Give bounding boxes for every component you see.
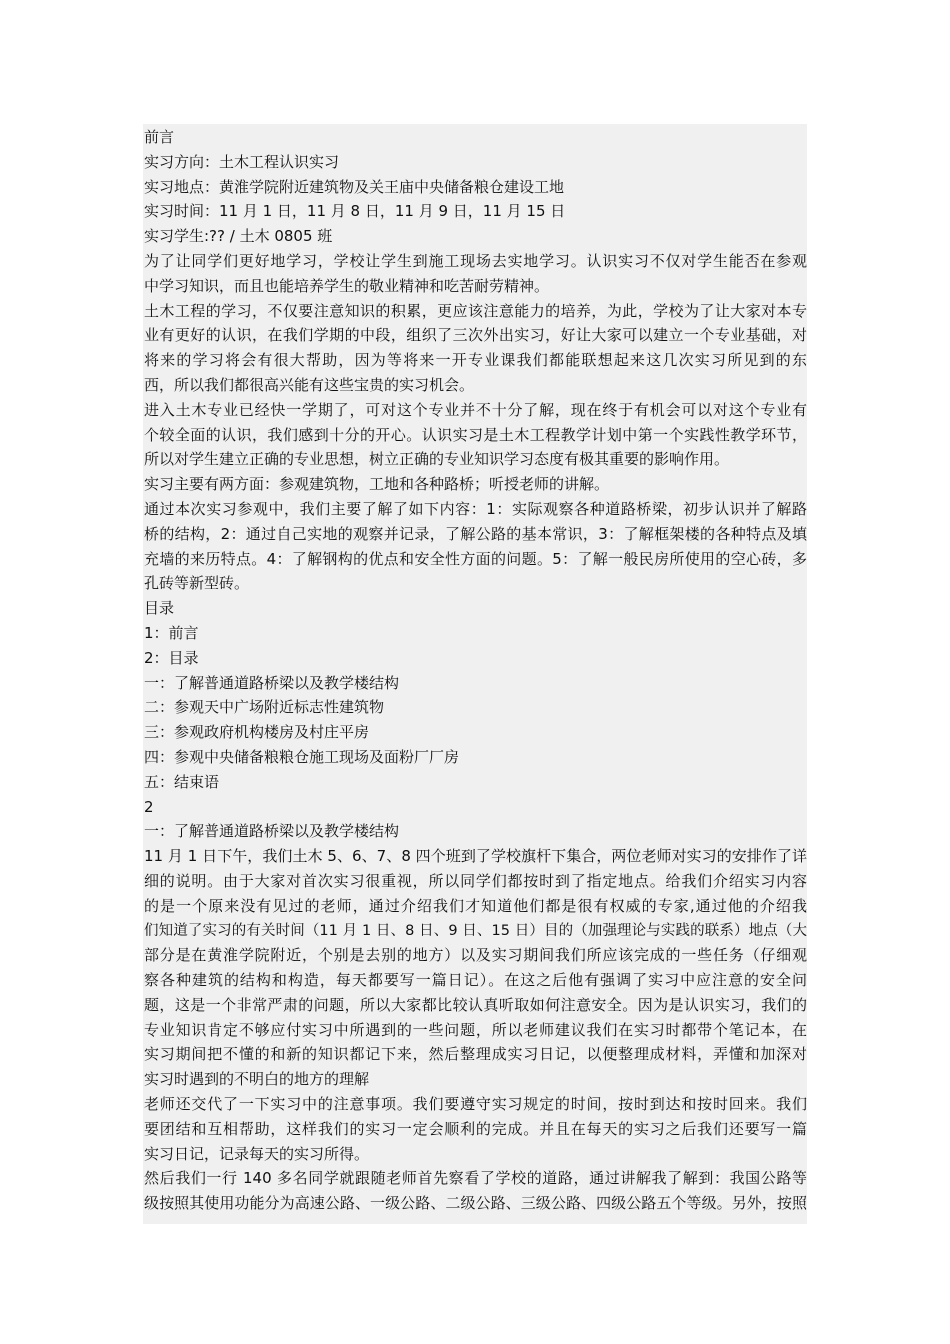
text-line: 要团结和互相帮助，这样我们的实习一定会顺利的完成。并且在每天的实习之后我们还要写一篇 — [144, 1119, 807, 1138]
text-line: 实习地点：黄淮学院附近建筑物及关王庙中央储备粮仓建设工地 — [144, 177, 565, 196]
text-line: 实习主要有两方面：参观建筑物，工地和各种路桥；听授老师的讲解。 — [144, 475, 610, 494]
text-line: 专业知识肯定不够应付实习中所遇到的一些问题，所以老师建议我们在实习时都带个笔记本，在 — [144, 1020, 807, 1039]
text-line: 2：目录 — [144, 648, 199, 667]
text-line: 细的说明。由于大家对首次实习很重视，所以同学们都按时到了指定地点。给我们介绍实习内容 — [144, 871, 807, 890]
text-line: 部分是在黄淮学院附近，个别是去别的地方）以及实习期间我们所应该完成的一些任务（仔细观 — [144, 946, 807, 965]
text-line: 老师还交代了一下实习中的注意事项。我们要遵守实习规定的时间，按时到达和按时回来。我们 — [144, 1095, 807, 1114]
text-line: 业有更好的认识，在我们学期的中段，组织了三次外出实习，好让大家可以建立一个专业基础，对 — [144, 326, 807, 345]
text-line: 级按照其使用功能分为高速公路、一级公路、二级公路、三级公路、四级公路五个等级。另外，按照 — [144, 1194, 807, 1213]
text-line: 11 月 1 日下午，我们土木 5、6、7、8 四个班到了学校旗杆下集合，两位老师对实习的安排作了详 — [144, 847, 807, 866]
text-line: 实习期间把不懂的和新的知识都记下来，然后整理成实习日记，以便整理成材料，弄懂和加深对 — [144, 1045, 807, 1064]
text-line: 三：参观政府机构楼房及村庄平房 — [144, 723, 370, 742]
text-line: 题，这是一个非常严肃的问题，所以大家都比较认真听取如何注意安全。因为是认识实习，我们的 — [144, 995, 807, 1014]
text-line: 将来的学习将会有很大帮助，因为等将来一开专业课我们都能联想起来这几次实习所见到的东 — [144, 351, 807, 370]
text-line: 前言 — [144, 128, 175, 146]
text-line: 二：参观天中广场附近标志性建筑物 — [144, 698, 385, 717]
text-line: 2 — [144, 797, 154, 816]
text-line: 们知道了实习的有关时间（11 月 1 日、8 日、9 日、15 日）目的（加强理论与实践的联系）地点（大 — [144, 922, 807, 939]
text-line: 中学习知识，而且也能培养学生的敬业精神和吃苦耐劳精神。 — [144, 276, 550, 295]
text-line: 实习时间：11 月 1 日，11 月 8 日，11 月 9 日，11 月 15 日 — [144, 202, 566, 221]
text-line: 1：前言 — [144, 623, 199, 642]
document-page — [143, 124, 807, 1224]
text-line: 通过本次实习参观中，我们主要了解了如下内容：1：实际观察各种道路桥梁，初步认识并了解路 — [144, 499, 807, 518]
text-line: 实习方向：土木工程认识实习 — [144, 152, 340, 171]
text-line: 实习学生:?? / 土木 0805 班 — [144, 227, 333, 246]
text-line: 所以对学生建立正确的专业思想，树立正确的专业知识学习态度有极其重要的影响作用。 — [144, 450, 730, 469]
text-line: 充墙的来历特点。4：了解钢构的优点和安全性方面的问题。5：了解一般民房所使用的空心砖，多 — [144, 549, 807, 568]
text-line: 实习时遇到的不明白的地方的理解 — [144, 1070, 370, 1089]
text-line: 桥的结构，2：通过自己实地的观察并记录，了解公路的基本常识，3：了解框架楼的各种特点及填 — [144, 524, 807, 543]
text-line: 孔砖等新型砖。 — [144, 574, 250, 593]
text-line: 进入土木专业已经快一学期了，可对这个专业并不十分了解，现在终于有机会可以对这个专业有 — [144, 400, 807, 419]
text-line: 一：了解普通道路桥梁以及教学楼结构 — [144, 822, 400, 841]
text-line: 的是一个原来没有见过的老师，通过介绍我们才知道他们都是很有权威的专家,通过他的介绍我 — [144, 896, 807, 915]
text-line: 目录 — [144, 599, 175, 618]
text-line: 为了让同学们更好地学习，学校让学生到施工现场去实地学习。认识实习不仅对学生能否在参观 — [144, 251, 807, 270]
text-line: 土木工程的学习，不仅要注意知识的积累，更应该注意能力的培养，为此，学校为了让大家对本专 — [144, 301, 807, 320]
text-line: 一：了解普通道路桥梁以及教学楼结构 — [144, 673, 400, 692]
text-line: 个较全面的认识，我们感到十分的开心。认识实习是土木工程教学计划中第一个实践性教学环节， — [144, 425, 807, 444]
text-line: 五：结束语 — [144, 772, 220, 791]
text-line: 察各种建筑的结构和构造，每天都要写一篇日记）。在这之后他有强调了实习中应注意的安全问 — [144, 971, 807, 990]
document-body — [143, 124, 807, 1216]
text-line: 四：参观中央储备粮粮仓施工现场及面粉厂厂房 — [144, 747, 460, 766]
text-line: 西，所以我们都很高兴能有这些宝贵的实习机会。 — [144, 375, 475, 394]
text-line: 实习日记，记录每天的实习所得。 — [144, 1144, 370, 1163]
text-line: 然后我们一行 140 多名同学就跟随老师首先察看了学校的道路，通过讲解我了解到：我国公路等 — [144, 1169, 807, 1188]
